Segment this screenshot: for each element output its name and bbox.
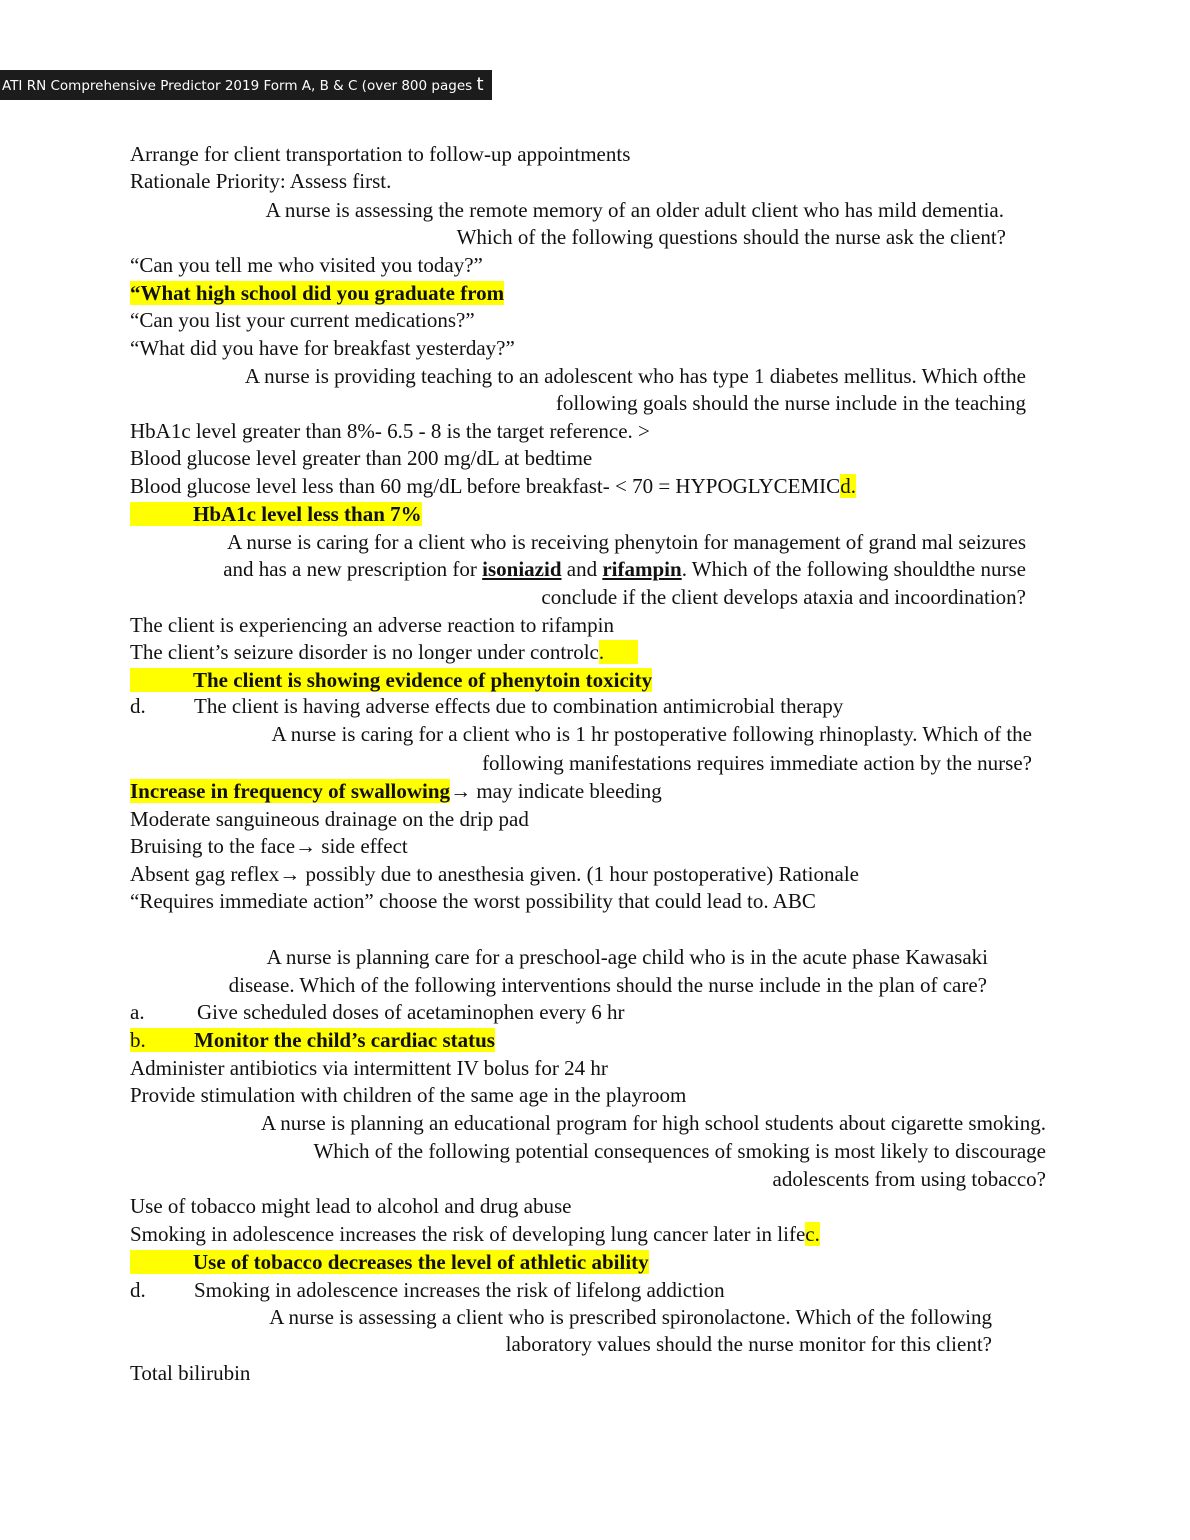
highlighted-answer: Increase in frequency of swallowing [130,779,451,803]
answer-option: The client is experiencing an adverse reaction to rifampin [130,613,614,637]
answer-note: → may indicate bleeding [450,779,662,803]
answer-text: Blood glucose level less than 60 mg/dL before breakfast- < 70 = HYPOGLYCEMIC [130,474,841,498]
highlighted-answer [130,1250,649,1274]
option-marker: c. [805,1222,820,1246]
banner-title: ATI RN Comprehensive Predictor 2019 Form A, B & C (over 800 pages [2,78,477,94]
answer-option: Use of tobacco might lead to alcohol and drug abuse [130,1194,572,1218]
answer-option [130,1220,820,1248]
question-stem: A nurse is assessing a client who is prescribed spironolactone. Which of the following [269,1305,992,1329]
option-marker: d. [840,474,856,498]
answer-text: The client is having adverse effects due to combination antimicrobial therapy [194,694,844,718]
answer-option: Provide stimulation with children of the same age in the playroom [130,1083,687,1107]
banner-title-tail: t [476,74,484,95]
document-title-banner [0,70,492,100]
question-stem: A nurse is planning care for a preschool-age child who is in the acute phase Kawasaki [266,945,988,969]
question-stem: A nurse is caring for a client who is receiving phenytoin for management of grand mal seizures [227,530,1026,554]
answer-text: The client is showing evidence of phenytoin toxicity [193,668,653,692]
question-stem [223,555,1026,583]
question-stem: adolescents from using tobacco? [772,1167,1046,1191]
answer-option: Bruising to the face→ side effect [130,834,408,858]
option-marker: b. [130,1028,146,1052]
answer-option-correct [130,1248,649,1276]
highlighted-answer [130,1028,495,1052]
option-marker: a. [130,1000,145,1024]
question-stem: Which of the following potential consequences of smoking is most likely to discourage [313,1139,1046,1163]
stem-text: . Which of the following shouldthe nurse [681,557,1026,581]
question-stem: laboratory values should the nurse monitor for this client? [505,1332,992,1356]
option-marker: . [599,640,638,664]
answer-option-correct [130,777,662,805]
question-stem: following goals should the nurse include in the teaching [555,391,1026,415]
drug-name: isoniazid [482,557,562,581]
drug-name: rifampin [602,557,682,581]
question-stem: A nurse is providing teaching to an adolescent who has type 1 diabetes mellitus. Which ofthe [244,364,1026,388]
answer-option [130,638,638,666]
answer-option: HbA1c level greater than 8%- 6.5 - 8 is the target reference. > [130,419,650,443]
option-marker: d. [130,694,146,718]
text-line: Arrange for client transportation to follow-up appointments [130,142,631,166]
highlighted-answer [130,668,652,692]
answer-option-correct [130,279,504,307]
answer-text: Give scheduled doses of acetaminophen every 6 hr [197,1000,625,1024]
answer-text: The client’s seizure disorder is no longer under controlc [130,640,599,664]
answer-text: Smoking in adolescence increases the risk of lifelong addiction [194,1278,725,1302]
question-stem: A nurse is caring for a client who is 1 hr postoperative following rhinoplasty. Which of the [271,722,1032,746]
stem-text: and has a new prescription for [223,557,483,581]
answer-option: “Can you tell me who visited you today?” [130,253,483,277]
question-stem: A nurse is planning an educational program for high school students about cigarette smoking. [261,1111,1046,1135]
question-stem: following manifestations requires immediate action by the nurse? [482,751,1032,775]
answer-option-correct [130,1026,495,1054]
answer-text: HbA1c level less than 7% [193,502,422,526]
stem-text: and [561,557,603,581]
rationale-line: “Requires immediate action” choose the worst possibility that could lead to. ABC [130,889,816,913]
option-marker: d. [130,1278,146,1302]
answer-text: Smoking in adolescence increases the risk of developing lung cancer later in life [130,1222,806,1246]
highlighted-answer: “What high school did you graduate from [130,281,505,305]
answer-option [130,998,624,1026]
highlighted-answer [130,502,422,526]
question-stem: disease. Which of the following interventions should the nurse include in the plan of care? [228,973,987,997]
answer-option: “What did you have for breakfast yesterday?” [130,336,515,360]
answer-option: “Can you list your current medications?” [130,308,475,332]
answer-option [130,472,856,500]
question-stem: A nurse is assessing the remote memory of an older adult client who has mild dementia. [265,198,1004,222]
answer-option: Administer antibiotics via intermittent IV bolus for 24 hr [130,1056,608,1080]
answer-option-correct [130,500,422,528]
rationale-line: Rationale Priority: Assess first. [130,169,392,193]
answer-text: Use of tobacco decreases the level of athletic ability [193,1250,649,1274]
question-stem: conclude if the client develops ataxia and incoordination? [541,585,1026,609]
answer-option-correct [130,666,652,694]
answer-option [130,1276,725,1304]
answer-option: Absent gag reflex→ possibly due to anesthesia given. (1 hour postoperative) Rationale [130,862,859,886]
answer-option: Blood glucose level greater than 200 mg/dL at bedtime [130,446,593,470]
answer-option [130,692,843,720]
question-stem: Which of the following questions should the nurse ask the client? [456,225,1006,249]
answer-option: Total bilirubin [130,1361,251,1385]
answer-option: Moderate sanguineous drainage on the drip pad [130,807,529,831]
answer-text: Monitor the child’s cardiac status [194,1028,495,1052]
